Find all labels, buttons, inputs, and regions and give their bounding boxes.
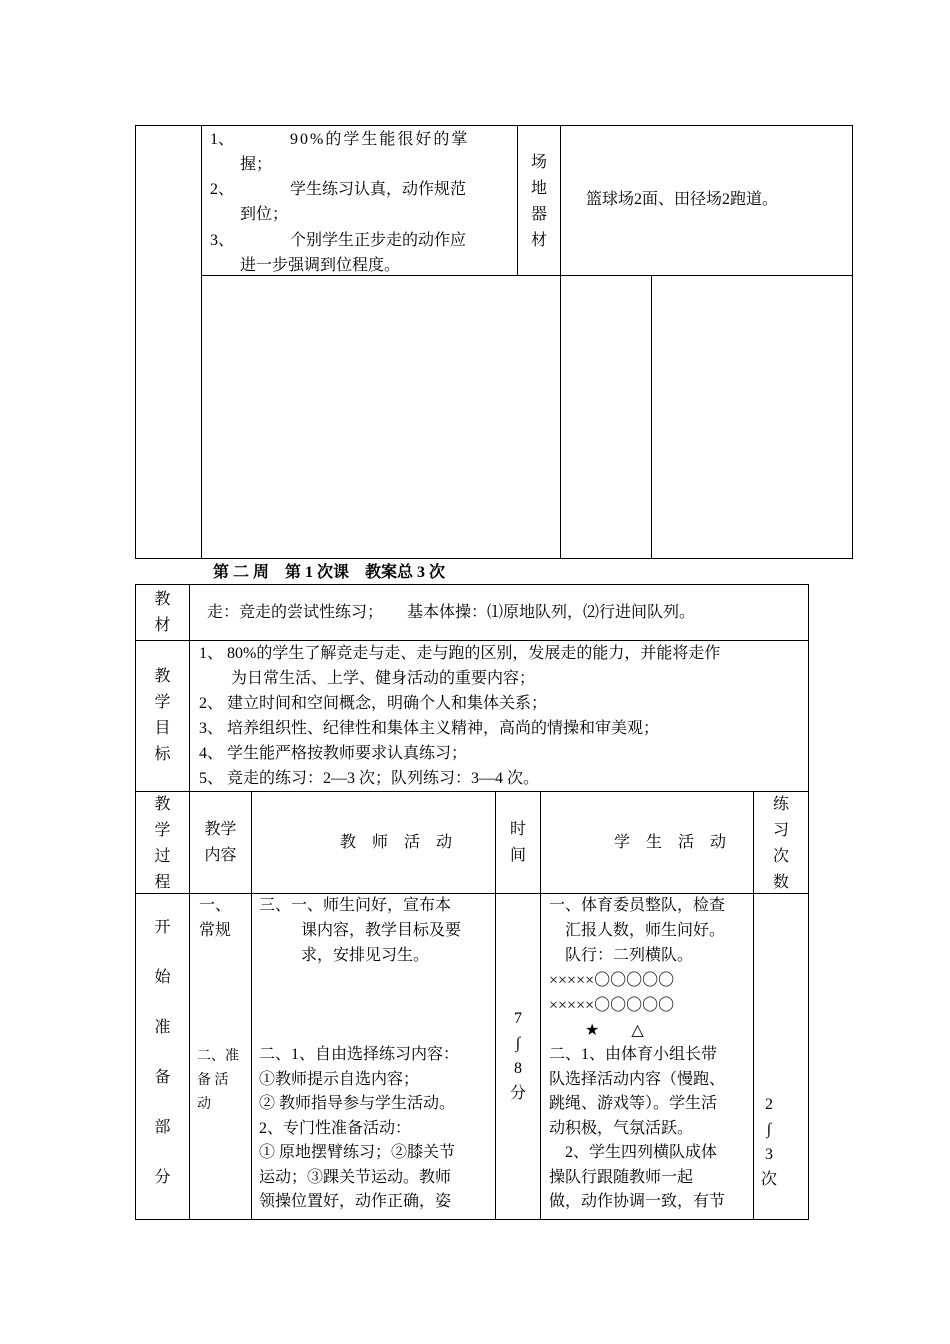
objective-3b: 个别学生正步走的动作应 — [290, 232, 467, 249]
venue-label: 场 地 器 材 — [530, 154, 547, 249]
goal-5: 5、 竞走的练习：2—3 次；队列练习：3—4 次。 — [199, 770, 540, 787]
teacher-activity-2: 二、1、自由选择练习内容： ①教师提示自选内容； ② 教师指导参与学生活动。 2、专门性准备活动： ① 原地摆臂练习；②膝关节 运动；③踝关节运动。教师 领操位置好，动作正确，姿 — [259, 1046, 460, 1210]
content-prep: 二、准 备 活 动 — [197, 1049, 239, 1112]
student-activity-2: 二、1、由体育小组长带 队选择活动内容（慢跑、 跳绳、游戏等）。学生活 动积极，气氛活跃。 2、学生四列横队成体 操队行跟随教师一起 做，动作协调一致，有节 — [549, 1046, 726, 1210]
goal-4: 4、 学生能严格按教师要求认真练习； — [199, 745, 468, 762]
goal-label: 教 学 目 标 — [154, 668, 171, 763]
objective-1c: 握； — [240, 156, 273, 173]
objective-1b: 90%的学生能很好的掌 — [290, 131, 470, 148]
teacher-activity-1: 三、一、师生问好，宣布本 课内容，教学目标及要 求，安排见习生。 — [259, 897, 462, 964]
student-activity-1: 一、体育委员整队，检查 汇报人数，师生问好。 队行：二列横队。 ×××××〇〇〇〇〇 ×××××〇〇〇〇〇 ★ △ — [549, 897, 726, 1039]
objective-2b: 学生练习认真，动作规范 — [290, 181, 467, 198]
material-label: 教 材 — [154, 591, 171, 634]
content-routine: 一、 常规 — [199, 897, 232, 939]
section-label: 开 始 准 备 部 分 — [154, 919, 171, 1186]
header-teacher: 教 师 活 动 — [340, 834, 453, 851]
lesson-heading: 第 二 周 第 1 次课 教案总 3 次 — [213, 564, 446, 581]
header-count: 练 习 次 数 — [772, 796, 789, 891]
objective-3c: 进一步强调到位程度。 — [240, 257, 401, 274]
header-student: 学 生 活 动 — [614, 834, 727, 851]
header-content: 教学 内容 — [204, 821, 237, 864]
goal-3: 3、 培养组织性、纪律性和集体主义精神，高尚的情操和审美观； — [199, 720, 660, 737]
header-time: 时 间 — [509, 821, 526, 864]
objective-3a: 3、 — [210, 232, 235, 249]
objective-2a: 2、 — [210, 181, 235, 198]
header-process: 教 学 过 程 — [154, 796, 171, 891]
goal-2: 2、 建立时间和空间概念，明确个人和集体关系； — [199, 695, 548, 712]
objective-2c: 到位； — [240, 206, 289, 223]
venue-text: 篮球场2面、田径场2跑道。 — [586, 191, 779, 208]
goal-1: 1、 80%的学生了解竞走与走、走与跑的区别，发展走的能力，并能将走作 — [199, 645, 721, 662]
time-value: 7 ∫ 8 分 — [509, 1010, 526, 1102]
count-value: 2 ∫ 3 次 — [760, 1096, 777, 1188]
material-text: 走：竞走的尝试性练习； 基本体操：⑴原地队列，⑵行进间队列。 — [207, 604, 696, 621]
goal-1-cont: 为日常生活、上学、健身活动的重要内容； — [231, 670, 536, 687]
objective-1a: 1、 — [210, 131, 235, 148]
